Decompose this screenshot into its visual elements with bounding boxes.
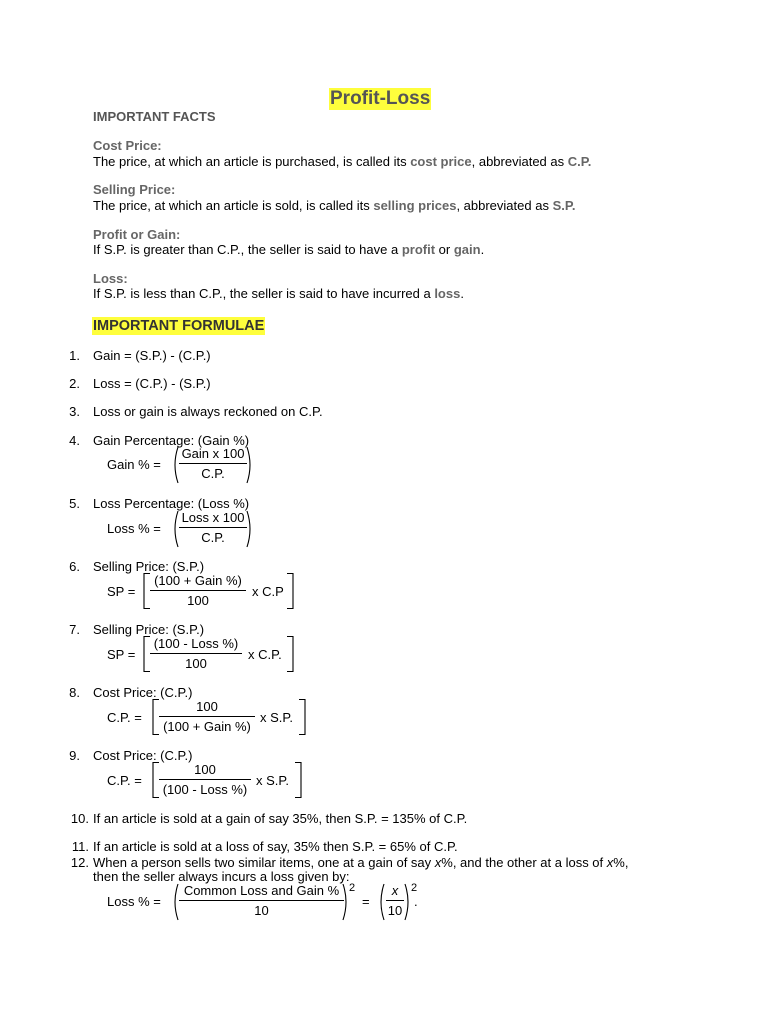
formula-reckoned-note: Loss or gain is always reckoned on C.P. bbox=[93, 404, 323, 419]
right-bracket-icon bbox=[286, 573, 294, 609]
fraction-numerator: 100 bbox=[196, 699, 218, 714]
formula-number: 8. bbox=[69, 685, 80, 700]
fraction-denominator: 100 bbox=[185, 656, 207, 671]
formula-number: 4. bbox=[69, 433, 80, 448]
formula-number: 5. bbox=[69, 496, 80, 511]
formula-fraction bbox=[179, 446, 247, 481]
fact-term-selling-price: Selling Price: bbox=[93, 182, 176, 197]
equals-sign: = bbox=[362, 894, 370, 909]
right-paren-icon bbox=[244, 446, 254, 484]
formula-number: 3. bbox=[69, 404, 80, 419]
formula-lhs: Loss % = bbox=[107, 521, 161, 536]
formula-fraction bbox=[179, 883, 344, 918]
formula-two-items-text: When a person sells two similar items, one at a gain of say x%, and the other at a loss of x%, bbox=[93, 855, 629, 870]
fraction-bar bbox=[150, 590, 246, 591]
formula-fraction bbox=[159, 699, 255, 734]
formulae-heading: IMPORTANT FORMULAE bbox=[93, 318, 265, 334]
fraction-numerator: Loss x 100 bbox=[181, 510, 245, 525]
fraction-denominator: 10 bbox=[387, 903, 403, 918]
formula-tail: x C.P bbox=[252, 584, 284, 599]
right-bracket-icon bbox=[298, 699, 306, 735]
formula-tail: x S.P. bbox=[256, 773, 290, 788]
fraction-denominator: 100 bbox=[187, 593, 209, 608]
formula-cost-price-label: Cost Price: (C.P.) bbox=[93, 685, 193, 700]
formula-lhs: Gain % = bbox=[107, 457, 161, 472]
fact-definition-loss: If S.P. is less than C.P., the seller is said to have incurred a loss. bbox=[93, 286, 464, 301]
period: . bbox=[414, 894, 418, 909]
fraction-numerator: (100 + Gain %) bbox=[154, 573, 242, 588]
formula-fraction bbox=[150, 636, 242, 671]
formula-lhs: C.P. = bbox=[107, 710, 142, 725]
fraction-numerator: x bbox=[391, 883, 399, 898]
facts-heading: IMPORTANT FACTS bbox=[93, 109, 216, 124]
formula-loss-example: If an article is sold at a loss of say, 35% then S.P. = 65% of C.P. bbox=[93, 839, 458, 854]
fraction-denominator: C.P. bbox=[201, 466, 225, 481]
formula-number: 2. bbox=[69, 376, 80, 391]
fraction-numerator: Gain x 100 bbox=[181, 446, 245, 461]
fraction-bar bbox=[159, 779, 251, 780]
fraction-bar bbox=[150, 653, 242, 654]
fact-term-loss: Loss: bbox=[93, 271, 128, 286]
formula-gain: Gain = (S.P.) - (C.P.) bbox=[93, 348, 211, 363]
formula-loss: Loss = (C.P.) - (S.P.) bbox=[93, 376, 211, 391]
formula-tail: x C.P. bbox=[248, 647, 282, 662]
formula-number: 6. bbox=[69, 559, 80, 574]
formula-gain-example: If an article is sold at a gain of say 35%, then S.P. = 135% of C.P. bbox=[93, 811, 468, 826]
formula-two-items-text-cont: then the seller always incurs a loss given by: bbox=[93, 869, 350, 884]
formula-selling-price-label: Selling Price: (S.P.) bbox=[93, 559, 205, 574]
fact-definition-profit-gain: If S.P. is greater than C.P., the seller is said to have a profit or gain. bbox=[93, 242, 485, 257]
exponent: 2 bbox=[349, 882, 356, 894]
formula-fraction bbox=[150, 573, 246, 608]
fact-term-cost-price: Cost Price: bbox=[93, 138, 162, 153]
fact-term-profit-gain: Profit or Gain: bbox=[93, 227, 181, 242]
fraction-bar bbox=[179, 527, 247, 528]
formula-number: 11. bbox=[71, 839, 89, 854]
formula-number: 10. bbox=[70, 811, 89, 826]
fraction-denominator: (100 + Gain %) bbox=[163, 719, 251, 734]
formula-number: 1. bbox=[69, 348, 80, 363]
fraction-numerator: Common Loss and Gain % bbox=[183, 883, 340, 898]
exponent: 2 bbox=[411, 882, 418, 894]
formula-cost-price-label: Cost Price: (C.P.) bbox=[93, 748, 193, 763]
fraction-numerator: (100 - Loss %) bbox=[153, 636, 239, 651]
right-bracket-icon bbox=[294, 762, 302, 798]
formula-lhs: Loss % = bbox=[107, 894, 161, 909]
fraction-bar bbox=[159, 716, 255, 717]
page-title: Profit-Loss bbox=[330, 88, 431, 109]
fraction-bar bbox=[179, 900, 344, 901]
formula-lhs: C.P. = bbox=[107, 773, 142, 788]
fraction-bar bbox=[179, 463, 247, 464]
fraction-denominator: 10 bbox=[254, 903, 269, 918]
formula-loss-percentage-label: Loss Percentage: (Loss %) bbox=[93, 496, 250, 511]
formula-number: 9. bbox=[69, 748, 80, 763]
formula-fraction bbox=[179, 510, 247, 545]
formula-selling-price-label: Selling Price: (S.P.) bbox=[93, 622, 205, 637]
formula-fraction bbox=[159, 762, 251, 797]
fact-definition-selling-price: The price, at which an article is sold, is called its selling prices, abbreviated as S.P. bbox=[93, 198, 576, 213]
right-bracket-icon bbox=[286, 636, 294, 672]
fact-definition-cost-price: The price, at which an article is purchased, is called its cost price, abbreviated as C.P. bbox=[93, 154, 592, 169]
right-paren-icon bbox=[244, 510, 254, 548]
formula-gain-percentage-label: Gain Percentage: (Gain %) bbox=[93, 433, 250, 448]
fraction-denominator: (100 - Loss %) bbox=[162, 782, 248, 797]
fraction-numerator: 100 bbox=[194, 762, 216, 777]
formula-tail: x S.P. bbox=[260, 710, 294, 725]
formula-lhs: SP = bbox=[107, 584, 136, 599]
formula-number: 7. bbox=[69, 622, 80, 637]
formula-number: 12. bbox=[70, 855, 89, 870]
formula-lhs: SP = bbox=[107, 647, 136, 662]
fraction-denominator: C.P. bbox=[201, 530, 225, 545]
